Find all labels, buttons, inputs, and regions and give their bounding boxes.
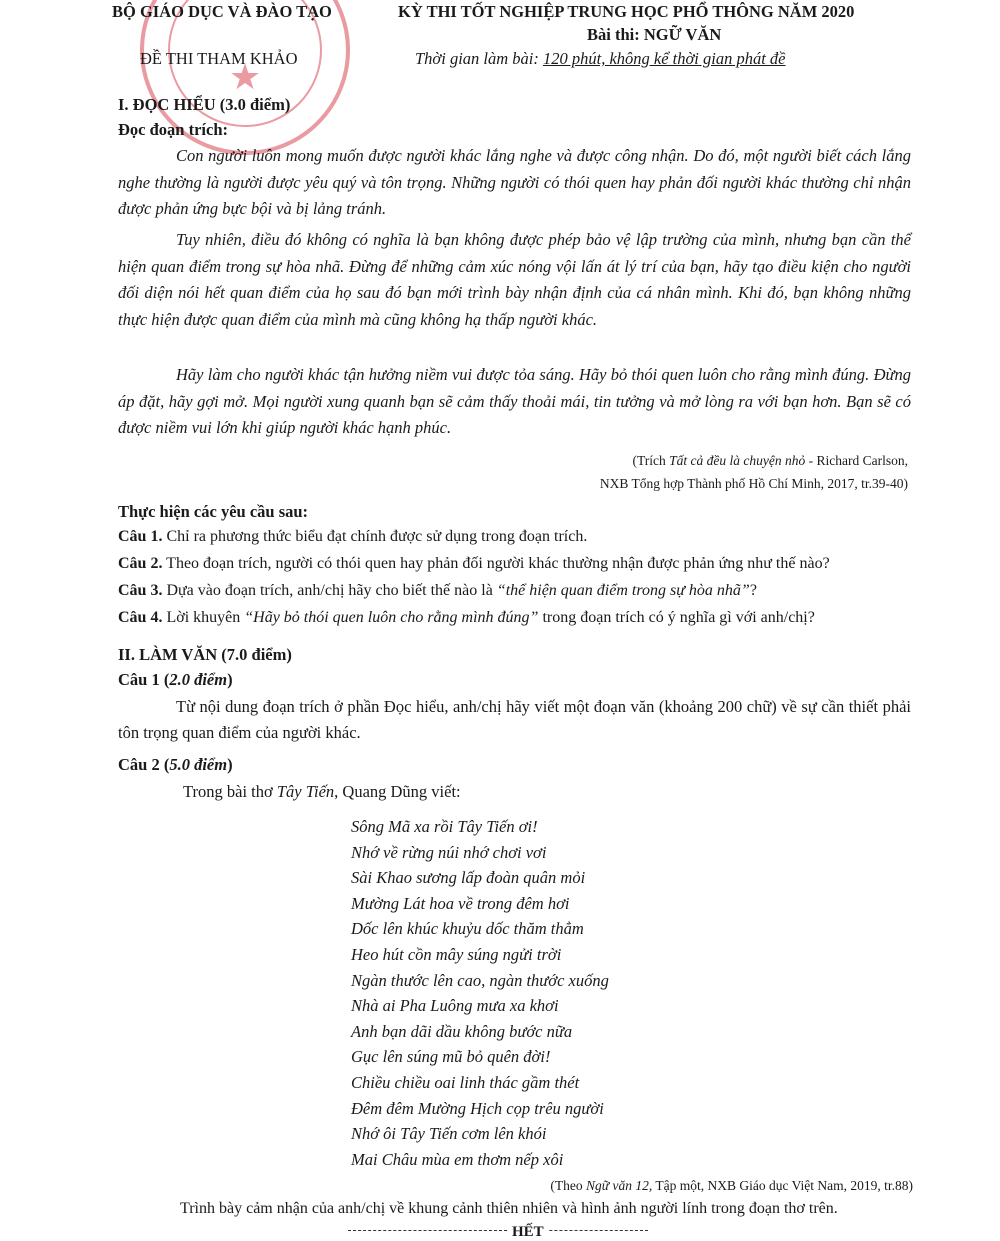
poem-line: Heo hút cồn mây súng ngửi trời <box>351 944 562 964</box>
q2-score: 5.0 điểm <box>169 755 228 774</box>
question-item <box>118 609 815 627</box>
read-excerpt-label: Đọc đoạn trích: <box>118 120 228 139</box>
exam-time <box>415 49 786 69</box>
poem-line: Nhớ về rừng núi nhớ chơi vơi <box>351 842 547 862</box>
question-text-end: ? <box>749 582 757 599</box>
citation-line-1 <box>633 453 908 469</box>
poem-line: Sài Khao sương lấp đoàn quân mỏi <box>351 868 586 888</box>
citation-prefix: (Trích <box>632 453 670 468</box>
poem-title: Tây Tiến <box>276 782 335 801</box>
poem-line: Ngàn thước lên cao, ngàn thước xuống <box>351 970 609 990</box>
citation-suffix: - Richard Carlson, <box>805 453 908 468</box>
exam-title: KỲ THI TỐT NGHIỆP TRUNG HỌC PHỔ THÔNG NĂM 2020 <box>398 2 855 21</box>
exam-time-prefix: Thời gian làm bài: <box>415 49 543 68</box>
writing-question-1-text: Từ nội dung đoạn trích ở phần Đọc hiểu, anh/chị hãy viết một đoạn văn (khoảng 200 chữ) về sự cần thiết phải tôn trọng quan điểm của người khác. <box>118 697 911 742</box>
source-suffix: Tập một, NXB Giáo dục Việt Nam, 2019, tr.88) <box>652 1178 913 1193</box>
q1-label: Câu 1 ( <box>118 670 170 689</box>
q1-close: ) <box>227 670 233 689</box>
poem-intro-pre: Trong bài thơ <box>183 782 277 801</box>
question-text: Lời khuyên <box>162 609 245 626</box>
tasks-heading: Thực hiện các yêu cầu sau: <box>118 502 309 521</box>
poem-line: Mai Châu mùa em thơm nếp xôi <box>351 1149 564 1169</box>
question-label: Câu 2. <box>118 555 163 572</box>
passage-paragraph: Hãy làm cho người khác tận hưởng niềm vui được tỏa sáng. Hãy bỏ thói quen luôn cho rằng mình đúng. Đừng áp đặt, hãy gợi mở. Mọi người xung quanh bạn sẽ cảm thấy thoải mái, tin tưởng và mở lòng ra với bạn hơn. Bạn sẽ có được niềm vui lớn khi giúp người khác hạnh phúc. <box>118 365 911 438</box>
writing-question-2-label <box>118 755 233 775</box>
question-item <box>118 528 587 546</box>
passage-paragraph: Con người luôn mong muốn được người khác lắng nghe và được công nhận. Do đó, một người biết cách lắng nghe thường là người được yêu quý và tôn trọng. Những người có thói quen hay phản đối người khác thường chỉ nhận được phản ứng bực bội và bị lảng tránh. <box>118 146 911 219</box>
poem-line: Anh bạn dãi dầu không bước nữa <box>351 1021 573 1041</box>
exam-time-value: 120 phút, không kể thời gian phát đề <box>542 49 786 68</box>
poem-line: Nhớ ôi Tây Tiến cơm lên khói <box>351 1124 547 1144</box>
question-quote: “Hãy bỏ thói quen luôn cho rằng mình đúng” <box>244 609 539 626</box>
question-text: Chỉ ra phương thức biểu đạt chính được sử dụng trong đoạn trích. <box>162 528 588 545</box>
q1-score: 2.0 điểm <box>169 670 228 689</box>
poem-line: Sông Mã xa rồi Tây Tiến ơi! <box>351 817 538 836</box>
poem-source <box>550 1178 913 1194</box>
doc-type-label: ĐỀ THI THAM KHẢO <box>140 49 298 68</box>
exam-subject: Bài thi: NGỮ VĂN <box>587 25 722 44</box>
question-label: Câu 1. <box>118 528 163 545</box>
poem-line: Chiều chiều oai linh thác gầm thét <box>351 1072 580 1092</box>
poem-intro <box>183 782 461 802</box>
question-text: Theo đoạn trích, người có thói quen hay phản đối người khác thường nhận được phản ứng như thế nào? <box>162 555 830 572</box>
citation-book: Tất cả đều là chuyện nhỏ <box>669 453 806 468</box>
citation-line-2: NXB Tổng hợp Thành phố Hồ Chí Minh, 2017, tr.39-40) <box>599 476 908 491</box>
end-divider <box>348 1230 648 1231</box>
poem-line: Nhà ai Pha Luông mưa xa khơi <box>351 996 559 1016</box>
source-prefix: (Theo <box>550 1178 586 1193</box>
seal-star-icon: ★ <box>228 57 262 97</box>
question-text: Dựa vào đoạn trích, anh/chị hãy cho biết thế nào là <box>162 582 497 599</box>
poem-line: Dốc lên khúc khuỷu dốc thăm thẳm <box>351 919 584 939</box>
source-book: Ngữ văn 12, <box>585 1178 653 1193</box>
section-reading-heading: I. ĐỌC HIỂU (3.0 điểm) <box>118 95 291 114</box>
question-item <box>118 582 757 600</box>
question-item <box>118 555 830 573</box>
poem-line: Mường Lát hoa về trong đêm hơi <box>351 893 570 913</box>
ministry-name: BỘ GIÁO DỤC VÀ ĐÀO TẠO <box>112 2 332 21</box>
poem-excerpt <box>351 814 609 1172</box>
writing-question-1-label <box>118 670 233 690</box>
q2-close: ) <box>227 755 233 774</box>
question-label: Câu 3. <box>118 582 163 599</box>
poem-intro-post: , Quang Dũng viết: <box>334 782 461 801</box>
end-mark: HẾT <box>508 1224 548 1241</box>
question-quote: “thể hiện quan điểm trong sự hòa nhã” <box>496 582 750 599</box>
question-label: Câu 4. <box>118 609 163 626</box>
q2-label: Câu 2 ( <box>118 755 170 774</box>
poem-line: Gục lên súng mũ bỏ quên đời! <box>351 1047 551 1067</box>
writing-question-2-task: Trình bày cảm nhận của anh/chị về khung cảnh thiên nhiên và hình ảnh người lính trong đoạn thơ trên. <box>180 1200 838 1217</box>
passage-paragraph: Tuy nhiên, điều đó không có nghĩa là bạn không được phép bảo vệ lập trường của mình, nhưng bạn cần thể hiện quan điểm trong sự hòa nhã. Đừng để những cảm xúc nóng vội lấn át lý trí của bạn, hãy tạo điều kiện cho người đối diện nói hết quan điểm của họ sau đó bạn mới trình bày nhận định của cá nhân mình. Khi đó, bạn không những thực hiện được quan điểm của mình mà cũng không hạ thấp người khác. <box>118 230 911 329</box>
section-writing-heading: II. LÀM VĂN (7.0 điểm) <box>118 645 292 664</box>
question-text-end: trong đoạn trích có ý nghĩa gì với anh/chị? <box>538 609 815 626</box>
poem-line: Đêm đêm Mường Hịch cọp trêu người <box>351 1098 604 1118</box>
